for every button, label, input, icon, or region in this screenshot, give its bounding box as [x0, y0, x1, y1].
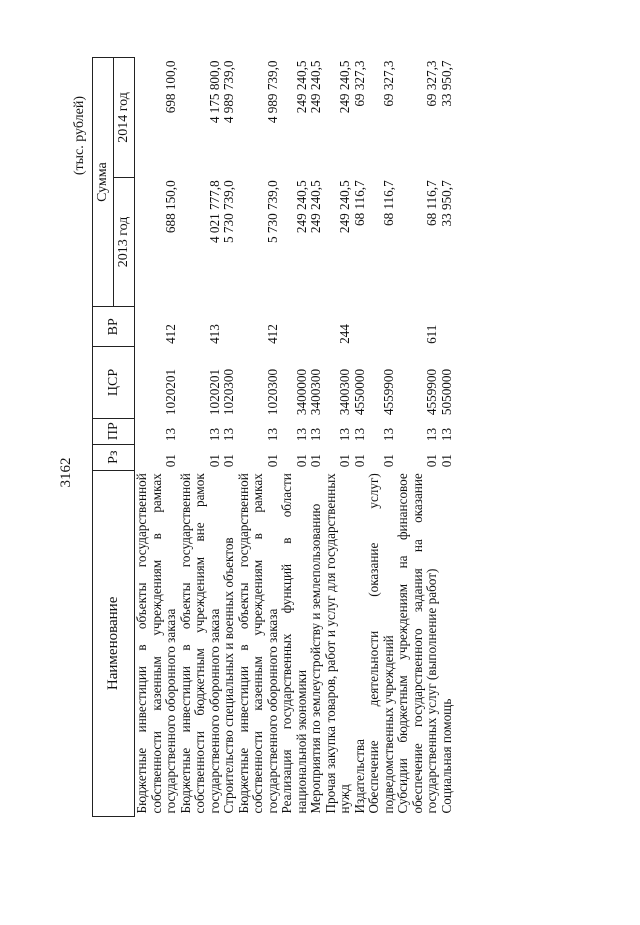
row-name: Прочая закупка товаров, работ и услуг для государственных нужд [322, 473, 352, 814]
row-2014-amount: 249 240,5 [293, 60, 309, 114]
row-2014-amount: 698 100,0 [163, 60, 178, 114]
row-2013-amount: 68 116,7 [424, 180, 439, 226]
header-pr: ПР [93, 418, 135, 444]
row-name: Социальная помощь [438, 698, 454, 814]
row-2014-amount: 69 327,3 [424, 60, 439, 107]
row-pr: 13 [380, 427, 396, 442]
table-row [179, 58, 223, 817]
row-pr: 13 [308, 427, 323, 442]
row-2013-amount: 68 116,7 [380, 180, 396, 226]
header-year-2014: 2014 год [114, 58, 135, 178]
row-name: Обеспечение деятельности (оказание услуг) подведомственных учреждений [366, 473, 396, 814]
row-csr: 1020201 [206, 368, 222, 416]
table-row [237, 58, 281, 817]
row-vr: 244 [337, 324, 352, 344]
row-csr: 3400300 [337, 368, 352, 416]
row-2013-amount: 33 950,7 [438, 180, 454, 227]
row-2014-amount: 4 989 739,0 [264, 60, 280, 124]
table-row [135, 58, 179, 817]
row-name: Бюджетные инвестиции в объекты государственной собственности казенным учреждениям в рамках государственного оборонного заказа [235, 473, 280, 814]
row-2013-amount: 5 730 739,0 [221, 180, 236, 243]
row-name: Бюджетные инвестиции в объекты государственной собственности казенным учреждениям в рамках государственного оборонного заказа [134, 473, 178, 814]
units-label: (тыс. рублей) [72, 96, 87, 176]
row-pr: 13 [351, 427, 367, 442]
row-pr: 13 [221, 427, 236, 442]
table-body [135, 58, 455, 817]
page-number: 3162 [58, 457, 74, 488]
row-name: Субсидии бюджетным учреждениям на финансовое обеспечение государственного задания на оказание государственных услуг (выполнение работ) [395, 473, 439, 814]
row-csr: 4550000 [351, 368, 367, 416]
row-rz: 01 [438, 454, 454, 468]
row-name: Издательства [351, 739, 367, 814]
header-rz: Рз [93, 444, 135, 470]
row-2013-amount: 249 240,5 [308, 180, 323, 234]
row-2013-amount: 249 240,5 [293, 180, 309, 234]
header-csr: ЦСР [93, 347, 135, 418]
row-2014-amount: 4 175 800,0 [206, 60, 222, 124]
row-rz: 01 [163, 454, 178, 468]
row-2013-amount: 5 730 739,0 [264, 180, 280, 243]
header-vr: ВР [93, 307, 135, 347]
table-row [353, 58, 368, 817]
row-2013-amount: 68 116,7 [351, 180, 367, 226]
row-pr: 13 [438, 427, 454, 442]
table-row [396, 58, 440, 817]
row-rz: 01 [308, 454, 323, 468]
budget-table [92, 57, 454, 817]
row-csr: 3400000 [293, 368, 309, 416]
row-vr: 611 [424, 324, 439, 344]
header-name: Наименование [93, 470, 135, 816]
row-rz: 01 [264, 454, 280, 468]
row-2013-amount: 249 240,5 [337, 180, 352, 234]
row-csr: 5050000 [438, 368, 454, 416]
row-vr: 413 [206, 324, 222, 344]
row-rz: 01 [206, 454, 222, 468]
row-pr: 13 [424, 427, 439, 442]
row-2013-amount: 688 150,0 [163, 180, 178, 234]
table-row [440, 58, 455, 817]
row-pr: 13 [337, 427, 352, 442]
row-vr [280, 307, 309, 347]
row-rz: 01 [351, 454, 367, 468]
row-2013-amount: 4 021 777,8 [206, 180, 222, 243]
row-pr: 13 [293, 427, 309, 442]
row-csr: 1020300 [264, 368, 280, 416]
row-2014-amount: 69 327,3 [380, 60, 396, 107]
row-name: Бюджетные инвестиции в объекты государственной собственности бюджетным учреждениям вне рамок государственного оборонного заказа [177, 473, 222, 814]
row-rz: 01 [221, 454, 236, 468]
row-2014-amount: 249 240,5 [308, 60, 323, 114]
table-row [222, 58, 237, 817]
table-row [280, 58, 309, 817]
table-row [367, 58, 396, 817]
header-summa: Сумма [93, 58, 114, 307]
row-vr [309, 307, 324, 347]
row-rz: 01 [293, 454, 309, 468]
table-row [324, 58, 353, 817]
row-csr: 3400300 [308, 368, 323, 416]
row-pr: 13 [163, 427, 178, 442]
row-name: Мероприятия по землеустройству и землепользованию [308, 503, 323, 814]
table-row [309, 58, 324, 817]
row-2014-amount: 33 950,7 [438, 60, 454, 107]
row-vr [353, 307, 368, 347]
row-vr [222, 307, 237, 347]
row-rz: 01 [380, 454, 396, 468]
row-csr: 4559900 [424, 368, 439, 416]
row-vr: 412 [163, 324, 178, 344]
row-vr: 412 [264, 324, 280, 344]
row-2014-amount: 4 989 739,0 [221, 60, 236, 124]
row-pr: 13 [264, 427, 280, 442]
row-vr [440, 307, 455, 347]
row-name: Строительство специальных и военных объектов [221, 537, 236, 814]
row-csr: 1020300 [221, 368, 236, 416]
row-vr [367, 307, 396, 347]
row-csr: 1020201 [163, 368, 178, 416]
row-rz: 01 [424, 454, 439, 468]
header-year-2013: 2013 год [114, 177, 135, 306]
row-rz: 01 [337, 454, 352, 468]
row-csr: 4559900 [380, 368, 396, 416]
row-2014-amount: 69 327,3 [351, 60, 367, 107]
row-pr: 13 [206, 427, 222, 442]
row-name: Реализация государственных функций в области национальной экономики [279, 473, 309, 814]
row-2014-amount: 249 240,5 [337, 60, 352, 114]
